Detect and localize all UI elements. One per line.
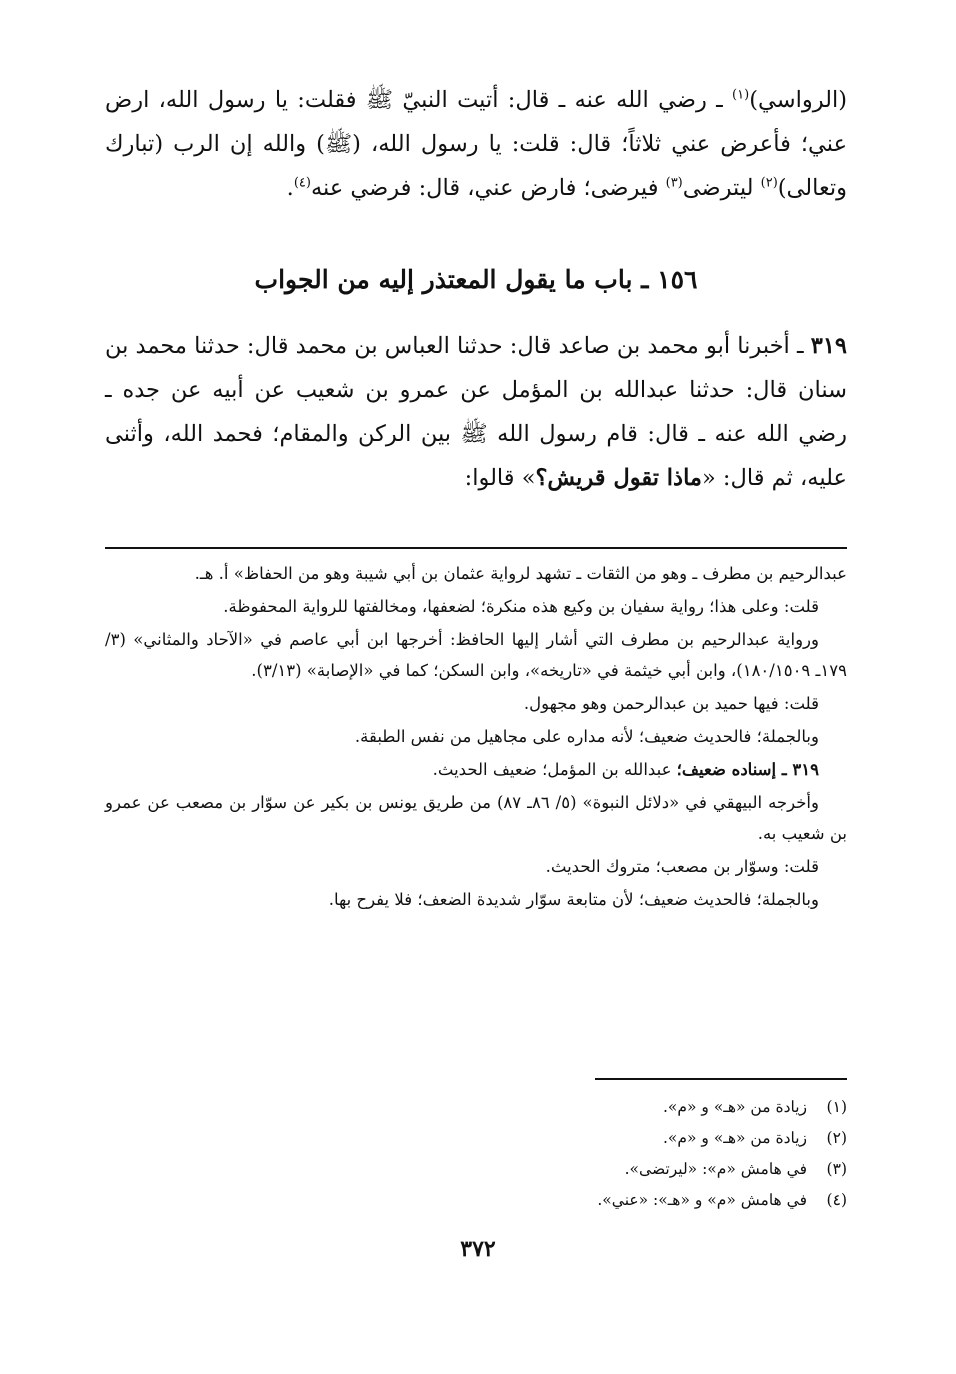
footnote-ref-3: (٣) — [665, 175, 683, 191]
commentary-paragraph-8: قلت: وسوّار بن مصعب؛ متروك الحديث. — [545, 857, 819, 876]
footnotes-divider — [595, 1078, 847, 1080]
footnote-item — [347, 1185, 847, 1216]
commentary-block — [105, 558, 847, 917]
commentary-paragraph-5: وبالجملة؛ فالحديث ضعيف؛ لأنه مداره على مجاهيل من نفس الطبقة. — [354, 727, 819, 746]
hadith-text-after: » قالوا: — [464, 465, 536, 491]
hadith-bold-quote: ماذا تقول قريش؟ — [535, 465, 702, 491]
footnote-item — [347, 1123, 847, 1154]
page-number: ٣٧٢ — [460, 1236, 496, 1262]
footnote-item — [347, 1154, 847, 1185]
hadith-number: ٣١٩ — [810, 333, 847, 359]
footnote-number: (٢) — [826, 1129, 847, 1147]
chapter-heading: ١٥٦ ـ باب ما يقول المعتذر إليه من الجواب — [254, 265, 698, 294]
footnote-text: في هامش «م»: «ليرتضى». — [624, 1160, 807, 1178]
footnote-number: (١) — [826, 1098, 847, 1116]
commentary-paragraph-2: قلت: وعلى هذا؛ رواية سفيان بن وكيع هذه منكرة؛ لضعفها، ومخالفتها للرواية المحفوظة. — [223, 597, 819, 616]
footnotes-block — [347, 1092, 847, 1216]
top-paragraph-part4: فيرضى؛ فارض عني، قال: فرضي عنه — [310, 175, 666, 201]
commentary-paragraph-3: ورواية عبدالرحيم بن مطرف التي أشار إليها الحافظ: أخرجها ابن أبي عاصم في «الآحاد والمثاني» (٣/ ١٧٩ـ ١٨٠/١٥٠٩)، وابن أبي خيثمة في «تاريخه»، وابن السكن؛ كما في «الإصابة» (٣/١٣). — [105, 630, 847, 680]
commentary-hadith-grade-rest: عبدالله بن المؤمل؛ ضعيف الحديث. — [432, 760, 677, 779]
footnote-ref-2: (٢) — [760, 175, 778, 191]
footnote-item — [347, 1092, 847, 1123]
commentary-hadith-grade: ٣١٩ ـ إسناده ضعيف؛ — [676, 760, 819, 779]
footnote-text: في هامش «م» و «هـ»: «عني». — [597, 1191, 807, 1209]
commentary-paragraph-7: وأخرجه البيهقي في «دلائل النبوة» (٥/ ٨٦ـ ٨٧) من طريق يونس بن بكير عن سوّار بن مصعب عن عمرو بن شعيب به. — [105, 793, 847, 843]
footnote-text: زيادة من «هـ» و «م». — [662, 1129, 807, 1147]
footnote-ref-1: (١) — [732, 87, 750, 103]
commentary-paragraph-6 — [105, 754, 847, 785]
main-text-block — [105, 78, 847, 500]
footnote-number: (٣) — [826, 1160, 847, 1178]
hadith-paragraph — [105, 324, 847, 500]
top-paragraph-part3: ليترضى — [682, 175, 761, 201]
footnote-text: زيادة من «هـ» و «م». — [662, 1098, 807, 1116]
top-paragraph-part2: ـ رضي الله عنه ـ قال: أتيت النبيّ ﷺ فقلت: يا رسول الله، ارض عني؛ فأعرض عني ثلاثاً؛ قال: قلت: يا رسول الله، (ﷺ) والله إن الرب (تبارك وتعالى) — [105, 87, 847, 201]
top-paragraph — [105, 78, 847, 210]
footnote-number: (٤) — [826, 1191, 847, 1209]
hadith-text-before: ـ أخبرنا أبو محمد بن صاعد قال: حدثنا العباس بن محمد قال: حدثنا محمد بن سنان قال: حدثنا عبدالله بن المؤمل عن عمرو بن شعيب عن أبيه عن جده ـ رضي الله عنه ـ قال: قام رسول الله ﷺ بين الركن والمقام؛ فحمد الله، وأثنى عليه، ثم قال: « — [105, 333, 847, 491]
commentary-paragraph-9: وبالجملة؛ فالحديث ضعيف؛ لأن متابعة سوّار شديدة الضعف؛ فلا يفرح بها. — [328, 890, 819, 909]
top-paragraph-part5: . — [286, 175, 294, 201]
commentary-paragraph-1: عبدالرحيم بن مطرف ـ وهو من الثقات ـ تشهد لرواية عثمان بن أبي شيبة وهو من الحفاظ» أ. هـ. — [194, 564, 847, 583]
footnote-ref-4: (٤) — [293, 175, 311, 191]
commentary-paragraph-4: قلت: فيها حميد بن عبدالرحمن وهو مجهول. — [523, 694, 819, 713]
commentary-divider — [105, 547, 847, 549]
top-paragraph-part1: (الرواسي) — [749, 87, 847, 113]
